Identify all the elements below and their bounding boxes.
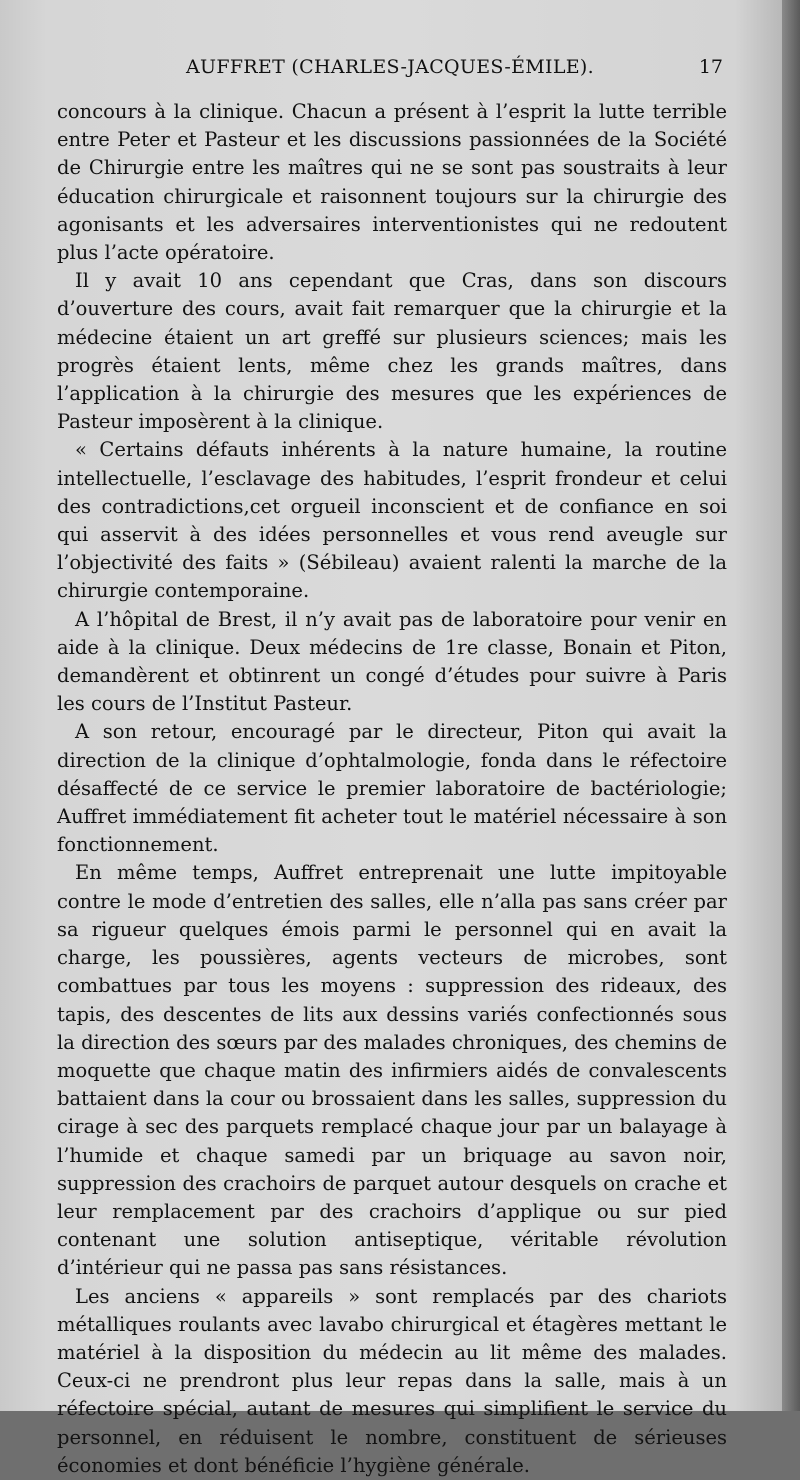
- paragraph: A l’hôpital de Brest, il n’y avait pas de laboratoire pour venir en aide à la clinique. Deux médecins de 1re classe, Bonain et Piton, demandèrent et obtinrent un congé d’études pour suivre à Paris les cours de l’Institut Pasteur.: [57, 607, 727, 716]
- paragraph: A son retour, encouragé par le directeur, Piton qui avait la direction de la clinique d’ophtalmologie, fonda dans le réfectoire désaffecté de ce service le premier laboratoire de bactériologie; Auffret immédiatement fit acheter tout le matériel nécessaire à son fonctionnement.: [57, 720, 727, 857]
- body-text: [57, 98, 727, 1480]
- paragraph: concours à la clinique. Chacun a présent à l’esprit la lutte terrible entre Peter et Pasteur et les discussions passionnées de la Société de Chirurgie entre les maîtres qui ne se sont pas soustraits à leur éducation chirurgicale et raisonnent toujours sur la chirurgie des agonisants et les adversaires interventionistes qui ne redoutent plus l’acte opératoire.: [57, 100, 727, 265]
- page-number: 17: [698, 56, 723, 78]
- paragraph: Il y avait 10 ans cependant que Cras, dans son discours d’ouverture des cours, avait fait remarquer que la chirurgie et la médecine étaient un art greffé sur plusieurs sciences; mais les progrès étaient lents, même chez les grands maîtres, dans l’application à la chirurgie des mesures que les expériences de Pasteur imposèrent à la clinique.: [57, 269, 727, 434]
- running-head: AUFFRET (CHARLES-JACQUES-ÉMILE).: [186, 56, 594, 78]
- paragraph: Les anciens « appareils » sont remplacés par des chariots métalliques roulants avec lavabo chirurgical et étagères mettant le matériel à la disposition du médecin au lit même des malades. Ceux-ci ne prendront plus leur repas dans la salle, mais à un réfectoire spécial, autant de mesures qui simplifient le service du personnel, en réduisent le nombre, constituent de sérieuses économies et dont bénéficie l’hygiène générale.: [57, 1284, 727, 1477]
- paragraph: En même temps, Auffret entreprenait une lutte impitoyable contre le mode d’entretien des salles, elle n’alla pas sans créer par sa rigueur quelques émois parmi le personnel qui en avait la charge, les poussières, agents vecteurs de microbes, sont combattues par tous les moyens : suppression des rideaux, des tapis, des descentes de lits aux dessins variés confectionnés sous la direction des sœurs par des malades chroniques, des chemins de moquette que chaque matin des infirmiers aidés de convalescents battaient dans la cour ou brossaient dans les salles, suppression du cirage à sec des parquets remplacé chaque jour par un balayage à l’humide et chaque samedi par un briquage au savon noir, suppression des crachoirs de parquet autour desquels on crache et leur remplacement par des crachoirs d’applique ou sur pied contenant une solution antiseptique, véritable révolution d’intérieur qui ne passa pas sans résistances.: [57, 861, 727, 1280]
- paragraph: « Certains défauts inhérents à la nature humaine, la routine intellectuelle, l’esclavage des habitudes, l’esprit frondeur et celui des contradictions,cet orgueil inconscient et de confiance en soi qui asservit à des idées personnelles et vous rend aveugle sur l’objectivité des faits » (Sébileau) avaient ralenti la marche de la chirurgie contemporaine.: [57, 438, 727, 603]
- page-edge-shadow: [782, 0, 800, 1411]
- page-header: [57, 56, 723, 84]
